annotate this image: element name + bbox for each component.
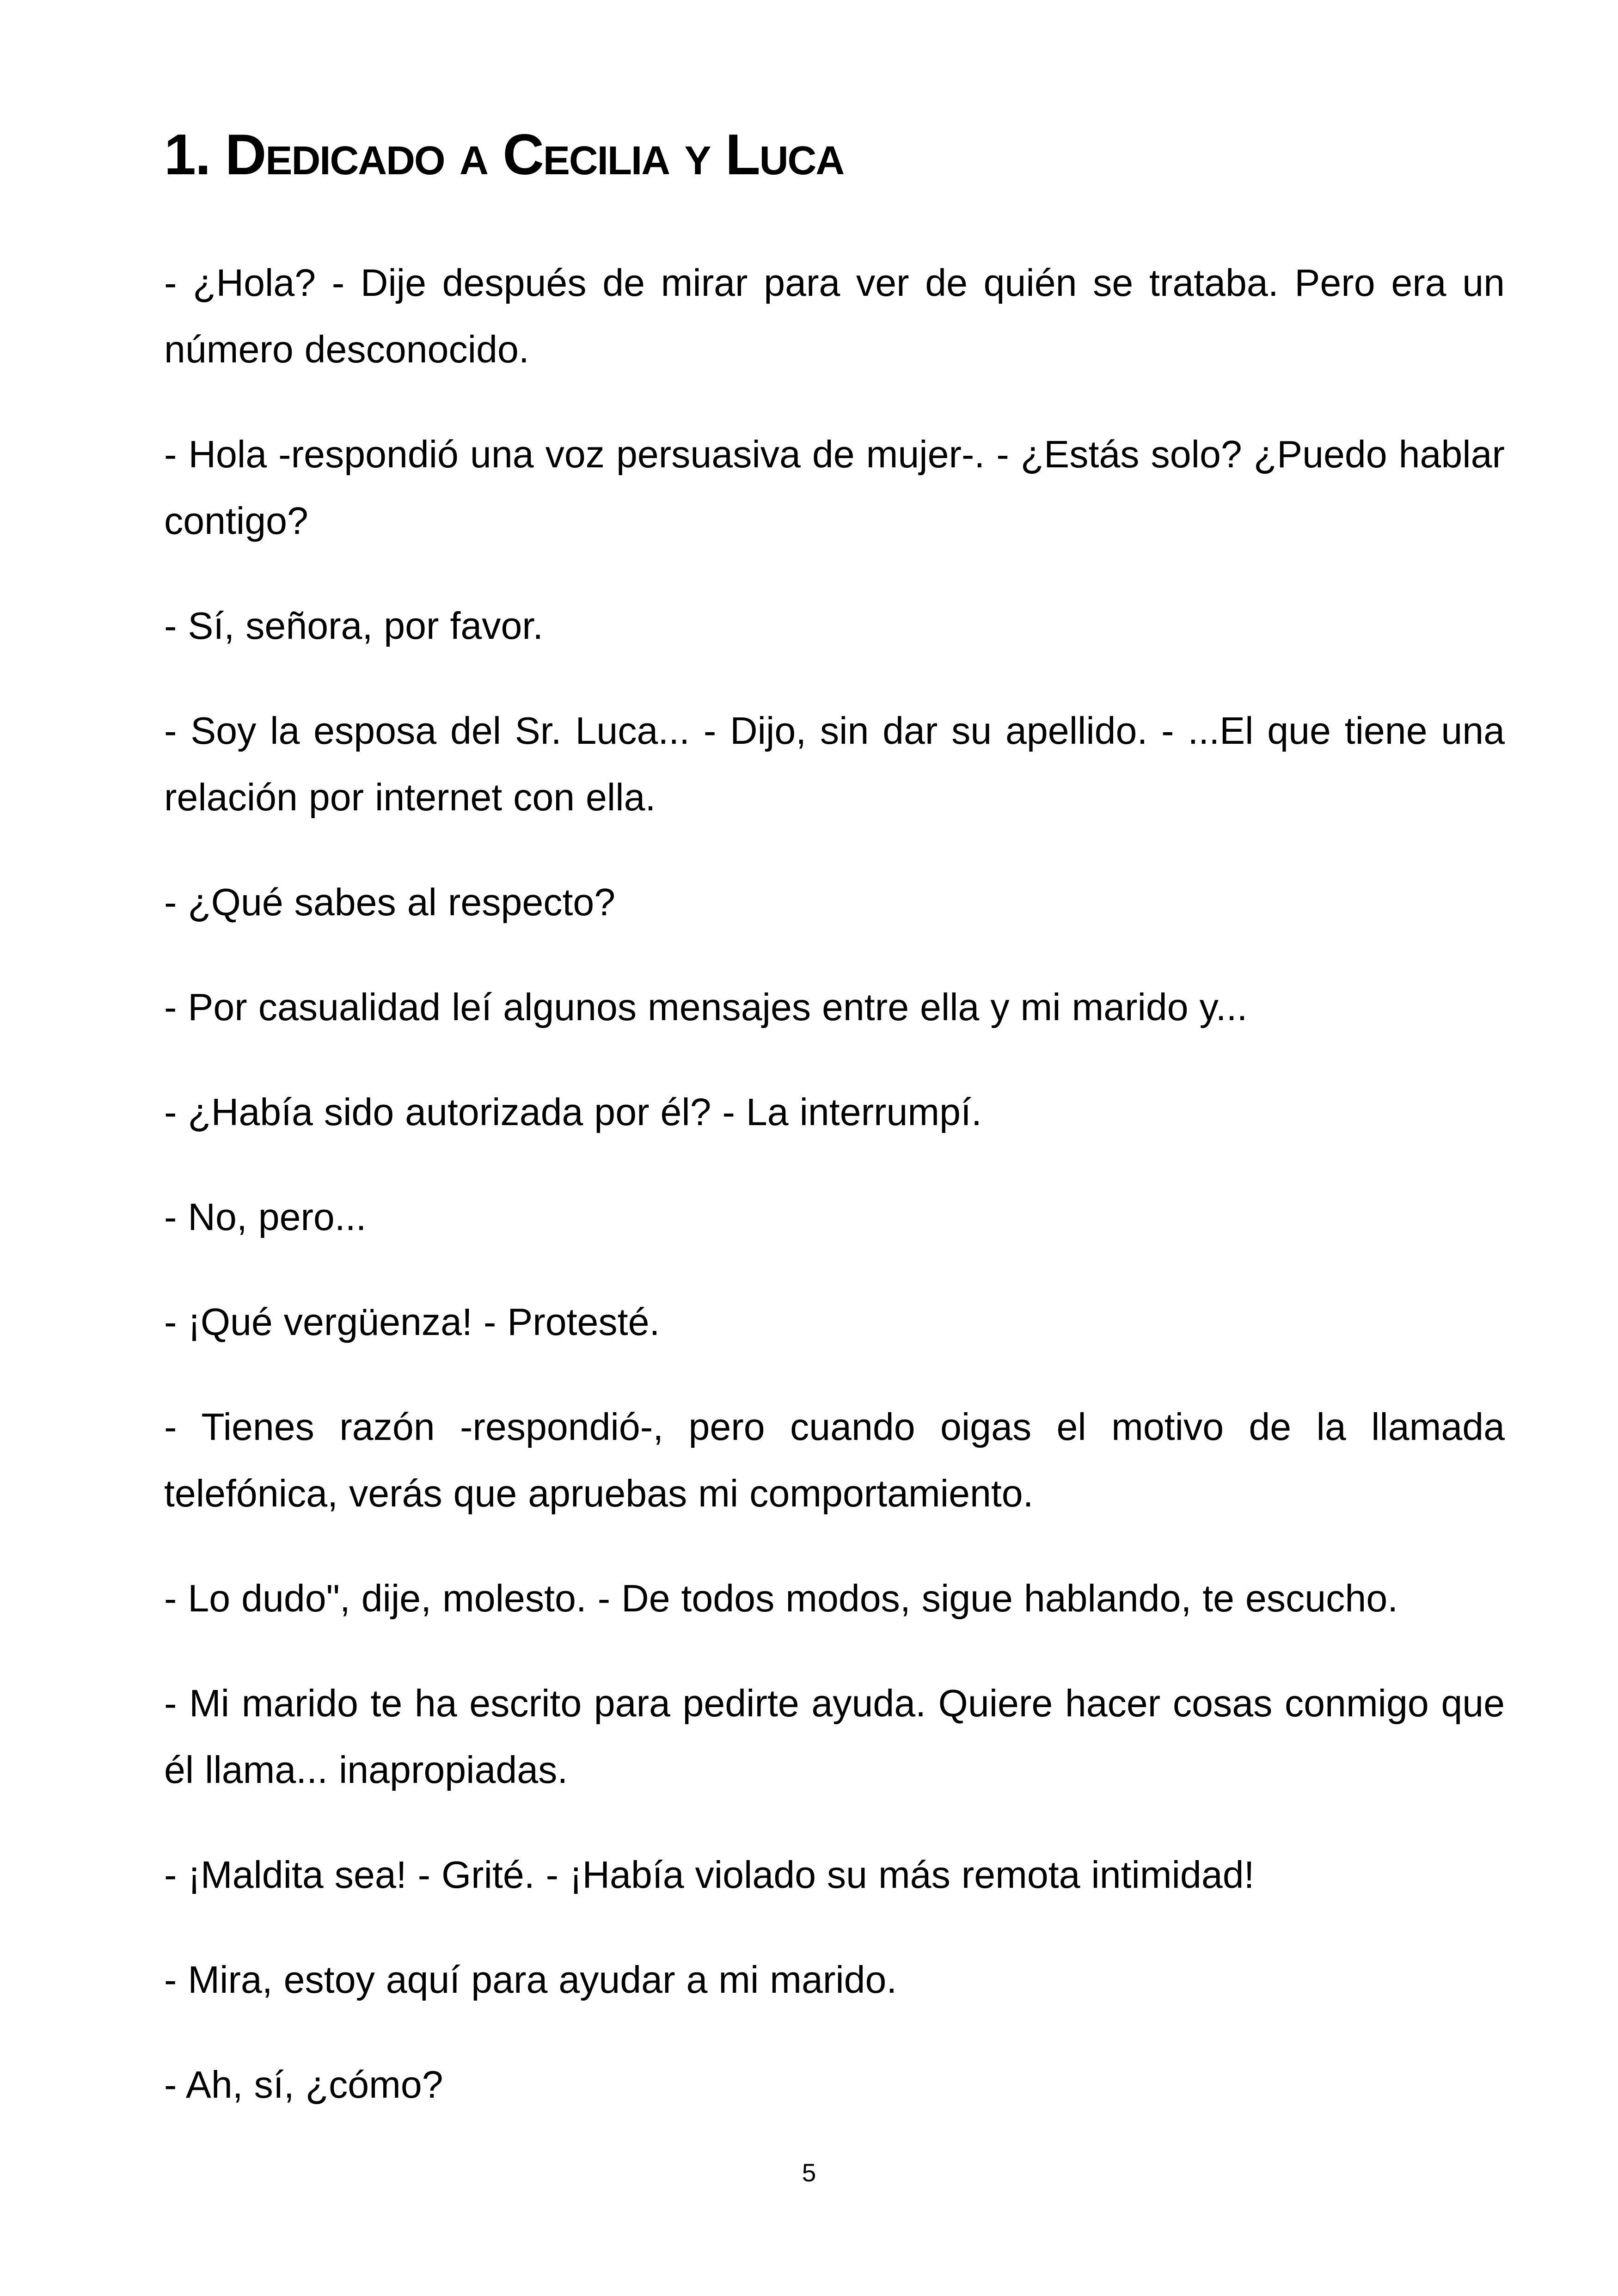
dialogue-paragraph: - Mi marido te ha escrito para pedirte ayuda. Quiere hacer cosas conmigo que él llama... inapropiadas.: [164, 1682, 1505, 1791]
dialogue-paragraph: - ¿Qué sabes al respecto?: [164, 881, 616, 924]
dialogue-paragraph: - ¿Hola? - Dije después de mirar para ver de quién se trataba. Pero era un número desconocido.: [164, 262, 1505, 371]
dialogue-paragraph: - Mira, estoy aquí para ayudar a mi marido.: [164, 1959, 897, 2001]
dialogue-paragraph: - Hola -respondió una voz persuasiva de mujer-. - ¿Estás solo? ¿Puedo hablar contigo?: [164, 433, 1505, 542]
dialogue-paragraph: - Tienes razón -respondió-, pero cuando oigas el motivo de la llamada telefónica, verás que apruebas mi comportamiento.: [164, 1406, 1505, 1515]
dialogue-paragraph: - Por casualidad leí algunos mensajes entre ella y mi marido y...: [164, 986, 1248, 1029]
chapter-title: 1. Dedicado a Cecilia y Luca: [164, 123, 844, 187]
chapter-body: [164, 250, 1505, 2156]
dialogue-paragraph: - ¡Qué vergüenza! - Protesté.: [164, 1301, 660, 1343]
dialogue-paragraph: - Soy la esposa del Sr. Luca... - Dijo, sin dar su apellido. - ...El que tiene una relación por internet con ella.: [164, 710, 1505, 819]
dialogue-paragraph: - Lo dudo", dije, molesto. - De todos modos, sigue hablando, te escucho.: [164, 1577, 1398, 1620]
dialogue-paragraph: - No, pero...: [164, 1196, 367, 1238]
page-number: 5: [802, 2158, 816, 2187]
dialogue-paragraph: - Sí, señora, por favor.: [164, 605, 544, 647]
dialogue-paragraph: - ¡Maldita sea! - Grité. - ¡Había violado su más remota intimidad!: [164, 1854, 1255, 1896]
dialogue-paragraph: - ¿Había sido autorizada por él? - La interrumpí.: [164, 1091, 982, 1133]
dialogue-paragraph: - Ah, sí, ¿cómo?: [164, 2063, 443, 2106]
